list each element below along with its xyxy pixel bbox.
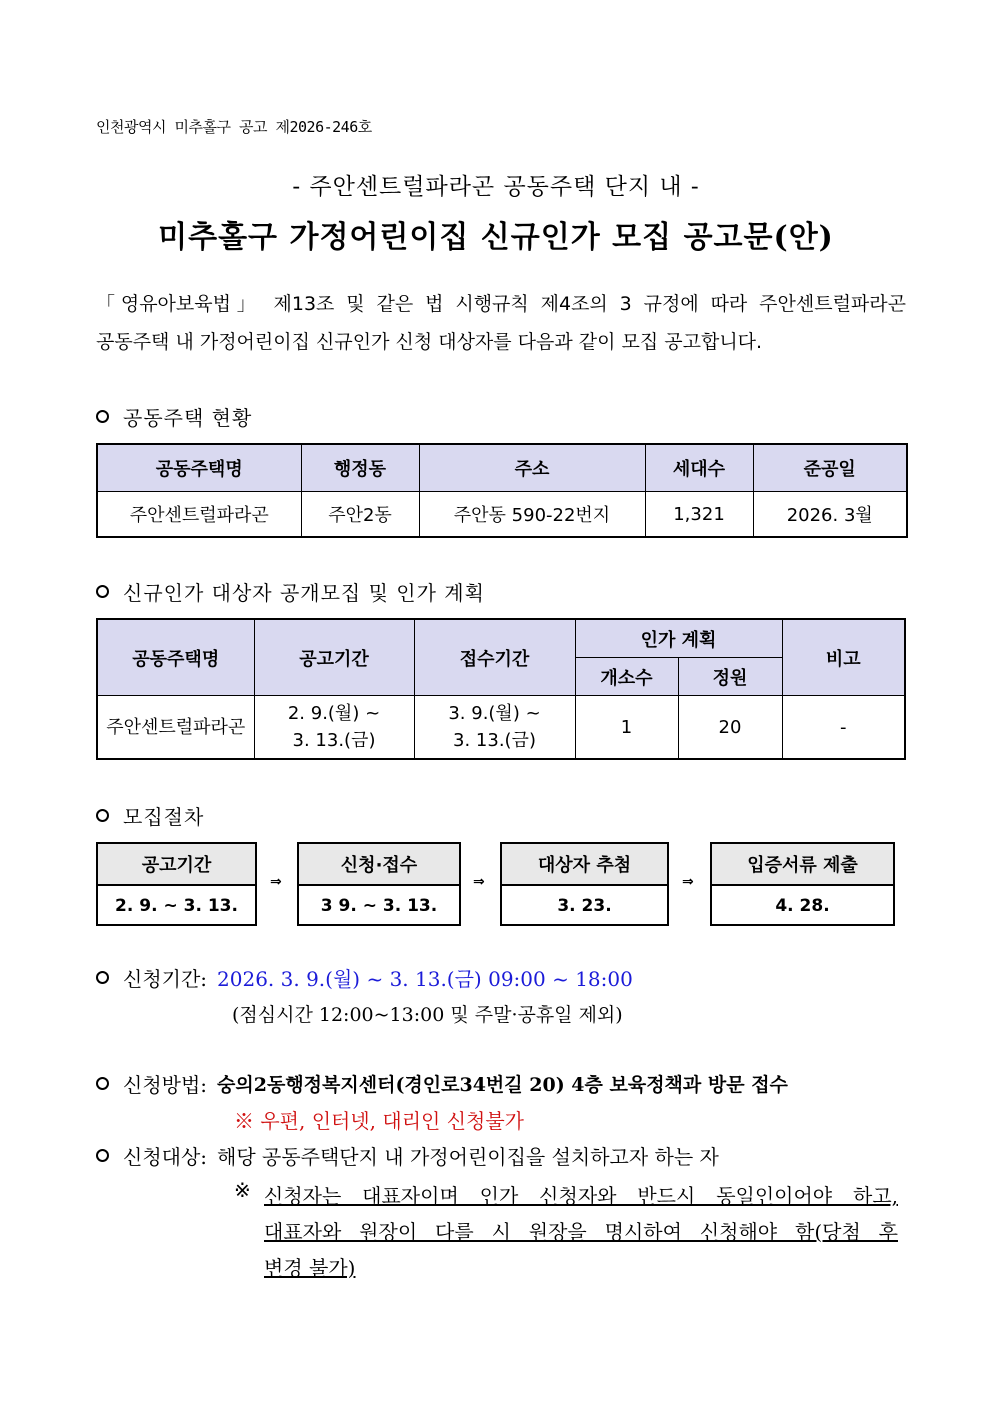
cell-complex: 주안센트럴파라곤 — [97, 696, 254, 760]
header-address: 주소 — [419, 444, 645, 492]
procedure-step-application — [297, 842, 461, 926]
notice-number: 인천광역시 미추홀구 공고 제2026-246호 — [96, 118, 372, 136]
cell-address: 주안동 590-22번지 — [419, 492, 645, 538]
application-method-value: 숭의2동행정복지센터(경인로34번길 20) 4층 보육정책과 방문 접수 — [217, 1074, 788, 1096]
step-label: 신청·접수 — [299, 844, 459, 886]
section-heading-text: 공동주택 현황 — [123, 406, 253, 430]
application-period-value: 2026. 3. 9.(월) ~ 3. 13.(금) 09:00 ~ 18:00 — [217, 967, 633, 991]
circle-bullet-icon — [96, 971, 109, 984]
header-receipt-period: 접수기간 — [414, 619, 575, 696]
note-line-1: 신청자는 대표자이며 인가 신청자와 반드시 동일인이어야 하고, — [264, 1184, 898, 1208]
section-heading-housing — [96, 402, 252, 431]
notice-period-end: 3. 13.(금) — [292, 730, 376, 751]
cell-completion: 2026. 3월 — [753, 492, 907, 538]
procedure-step-notice — [96, 842, 257, 926]
application-target-label: 신청대상: — [123, 1145, 208, 1169]
step-label: 대상자 추첨 — [502, 844, 667, 886]
header-completion: 준공일 — [753, 444, 907, 492]
cell-count: 1 — [575, 696, 678, 760]
cell-receipt-period — [414, 696, 575, 760]
cell-note: - — [782, 696, 905, 760]
header-complex: 공동주택명 — [97, 444, 301, 492]
procedure-step-lottery — [500, 842, 669, 926]
application-target-note — [264, 1178, 898, 1286]
application-method — [96, 1069, 788, 1098]
receipt-period-end: 3. 13.(금) — [453, 730, 536, 751]
cell-notice-period — [254, 696, 414, 760]
section-heading-text: 모집절차 — [123, 805, 205, 829]
arrow-right-icon: ⇒ — [473, 874, 485, 890]
step-label: 공고기간 — [98, 844, 255, 886]
receipt-period-start: 3. 9.(월) ~ — [448, 703, 541, 724]
note-line-2: 대표자와 원장이 다를 시 원장을 명시하여 신청해야 함(당첨 후 — [264, 1220, 898, 1244]
header-notice-period: 공고기간 — [254, 619, 414, 696]
arrow-right-icon: ⇒ — [682, 874, 694, 890]
intro-line-2: 공동주택 내 가정어린이집 신규인가 신청 대상자를 다음과 같이 모집 공고합니다. — [96, 331, 763, 353]
intro-line-1: 「영유아보육법」 제13조 및 같은 법 시행규칙 제4조의 3 규정에 따라 주안센트럴파라곤 — [96, 293, 906, 315]
section-heading-procedure — [96, 801, 204, 830]
circle-bullet-icon — [96, 1077, 109, 1090]
header-district: 행정동 — [301, 444, 419, 492]
application-method-label: 신청방법: — [123, 1073, 208, 1097]
subtitle: - 주안센트럴파라곤 공동주택 단지 내 - — [292, 174, 700, 200]
intro-paragraph — [96, 285, 906, 361]
cell-district: 주안2동 — [301, 492, 419, 538]
cell-households: 1,321 — [645, 492, 753, 538]
application-target — [96, 1141, 719, 1170]
table-header-row — [97, 444, 907, 492]
table-row — [97, 492, 907, 538]
step-label: 입증서류 제출 — [712, 844, 893, 886]
table-row — [97, 696, 905, 760]
circle-bullet-icon — [96, 809, 109, 822]
header-capacity: 정원 — [678, 658, 782, 696]
step-date: 3 9. ~ 3. 13. — [320, 896, 438, 916]
header-approval-plan: 인가 계획 — [575, 619, 782, 658]
header-households: 세대수 — [645, 444, 753, 492]
housing-status-table — [96, 443, 908, 538]
application-period — [96, 963, 633, 992]
application-period-label: 신청기간: — [123, 967, 208, 991]
cell-complex: 주안센트럴파라곤 — [97, 492, 301, 538]
header-count: 개소수 — [575, 658, 678, 696]
circle-bullet-icon — [96, 1149, 109, 1162]
arrow-right-icon: ⇒ — [270, 874, 282, 890]
circle-bullet-icon — [96, 410, 109, 423]
note-line-3: 변경 불가) — [264, 1256, 356, 1280]
procedure-step-documents — [710, 842, 895, 926]
section-heading-recruitment — [96, 577, 485, 606]
header-note: 비고 — [782, 619, 905, 696]
page-title: 미추홀구 가정어린이집 신규인가 모집 공고문(안) — [158, 220, 834, 255]
circle-bullet-icon — [96, 585, 109, 598]
section-heading-text: 신규인가 대상자 공개모집 및 인가 계획 — [123, 581, 485, 605]
recruitment-plan-table — [96, 618, 906, 760]
reference-mark-icon: ※ — [234, 1178, 251, 1202]
cell-capacity: 20 — [678, 696, 782, 760]
step-date: 4. 28. — [775, 896, 830, 916]
application-period-note: (점심시간 12:00~13:00 및 주말·공휴일 제외) — [232, 1004, 623, 1026]
application-method-note: ※ 우편, 인터넷, 대리인 신청불가 — [234, 1109, 524, 1133]
step-date: 3. 23. — [557, 896, 612, 916]
notice-period-start: 2. 9.(월) ~ — [287, 703, 381, 724]
step-date: 2. 9. ~ 3. 13. — [115, 896, 238, 916]
application-target-value: 해당 공동주택단지 내 가정어린이집을 설치하고자 하는 자 — [217, 1145, 719, 1169]
header-complex: 공동주택명 — [97, 619, 254, 696]
table-header-row — [97, 619, 905, 658]
